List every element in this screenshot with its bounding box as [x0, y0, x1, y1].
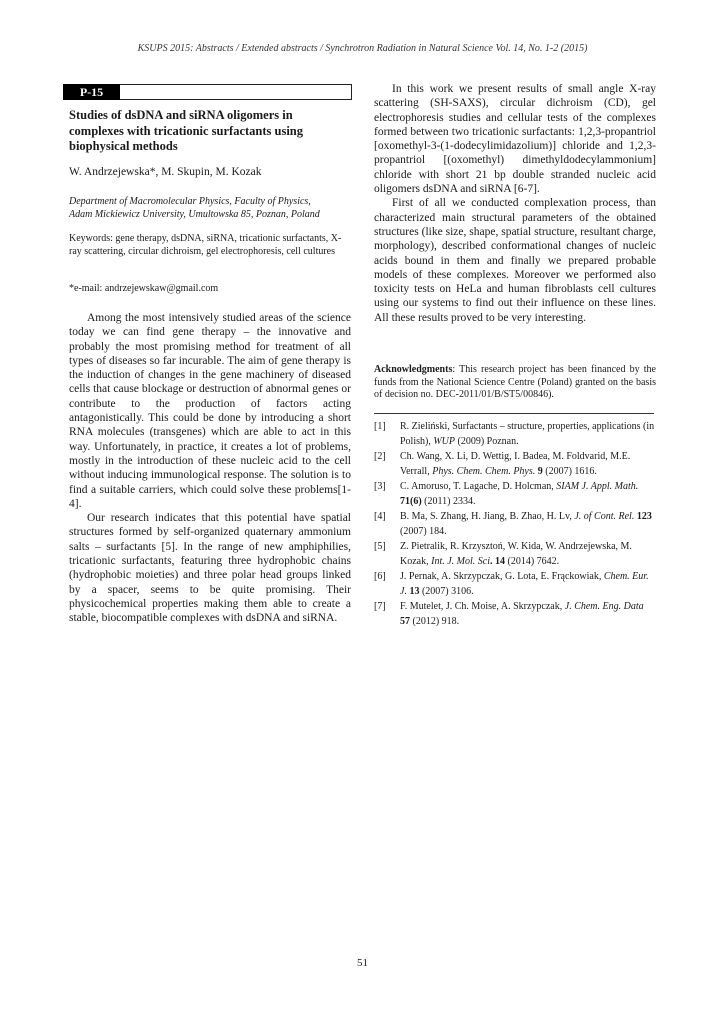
body-paragraph-4: First of all we conducted complexation process, than characterized main structural parameters of the obtained structures (like size, shape, spatial structure, resultant charge, morphology), described conformational changes of nucleic acids bound in them and finally we prepared probable models of these complexes. Moreover we performed also toxicity tests on HeLa and human fibroblasts cell cultures using our systems to find out their influence on these lines. All these results proved to be very interesting.: [374, 197, 656, 324]
affiliation: [69, 195, 354, 221]
authors: W. Andrzejewska*, M. Skupin, M. Kozak: [69, 166, 262, 178]
body-paragraph-2: Our research indicates that this potential have spatial structures formed by self-organized quaternary ammonium salts – surfactants [5]. In the range of new amphiphilies, tricationic surfactants, featuring three hydrophobic chains (hydrophobic moieties) and three polar head groups linked by a spacer, seems to be quite promising. Their physicochemical properties making them able to create a stable, biocompatible complexes with dsDNA and siRNA.: [69, 512, 351, 625]
reference-journal: SIAM J. Appl. Math.: [556, 480, 639, 492]
reference-item: [374, 450, 656, 479]
reference-item: [374, 570, 656, 599]
keywords: Keywords: gene therapy, dsDNA, siRNA, tricationic surfactants, X-ray scattering, circular dichroism, gel electrophoresis, cell cultures: [69, 233, 342, 257]
left-column: [69, 311, 351, 626]
reference-volume: 13: [406, 585, 420, 597]
reference-authors: F. Mutelet, J. Ch. Moise, A. Skrzypczak,: [400, 600, 565, 612]
reference-authors: Ch. Wang, X. Li, D. Wettig, I. Badea, M. Foldvarid, M.E. Verrall,: [400, 450, 631, 477]
reference-number: [7]: [374, 600, 386, 612]
right-column: [374, 82, 656, 325]
acknowledgments: [374, 364, 656, 402]
reference-item: [374, 600, 656, 629]
reference-item: [374, 420, 656, 449]
reference-volume: 57: [400, 615, 410, 627]
reference-volume: . 14: [489, 555, 505, 567]
acknowledgments-label: Acknowledgments: [374, 364, 453, 375]
reference-volume: 71(6): [400, 495, 422, 507]
reference-authors: C. Amoruso, T. Lagache, D. Holcman,: [400, 480, 557, 492]
reference-authors: B. Ma, S. Zhang, H. Jiang, B. Zhao, H. Lv,: [400, 510, 575, 522]
reference-list: [374, 420, 656, 630]
reference-volume: 9: [535, 465, 543, 477]
reference-authors: J. Pernak, A. Skrzypczak, G. Lota, E. Frąckowiak,: [400, 570, 604, 582]
contact-email: *e-mail: andrzejewskaw@gmail.com: [69, 283, 219, 294]
reference-details: (2007) 184.: [400, 525, 447, 537]
reference-number: [2]: [374, 450, 386, 462]
reference-details: (2014) 7642.: [504, 555, 560, 567]
reference-journal: Chem. Eur. J.: [400, 570, 649, 597]
reference-journal: J. Chem. Eng. Data: [564, 600, 644, 612]
reference-journal: J. of Cont. Rel.: [574, 510, 635, 522]
references-divider: [374, 413, 654, 414]
reference-details: (2012) 918.: [410, 615, 460, 627]
affiliation-line-2: Adam Mickiewicz University, Umultowska 85, Poznan, Poland: [69, 209, 320, 220]
reference-details: (2007) 1616.: [542, 465, 597, 477]
running-header: KSUPS 2015: Abstracts / Extended abstracts / Synchrotron Radiation in Natural Science Vol. 14, No. 1-2 (2015): [137, 43, 588, 54]
body-paragraph-1: Among the most intensively studied areas of the science today we can find gene therapy – the innovative and probably the most promising method for treatment of all types of diseases so far incurable. The aim of gene therapy is the induction of changes in the gene machinery of diseased cells that cause blockage or destruction of abnormal genes or contribute to the production of factors acting antagonistically. This could be done by introducing a short RNA molecules (transgenes) which are able to act in this way. Unfortunately, in practice, it creates a lot of problems, mostly in the introduction of these nucleic acid to the cell without inducing immunological response. The solution is to find a suitable carriers, which could solve these problems[1-4].: [69, 312, 351, 510]
reference-authors: R. Zieliński, Surfactants – structure, properties, applications (in Polish),: [400, 421, 655, 447]
reference-volume: 123: [634, 510, 652, 522]
reference-item: [374, 480, 656, 509]
page-number: 51: [357, 957, 368, 969]
affiliation-line-1: Department of Macromolecular Physics, Faculty of Physics,: [69, 196, 311, 207]
paper-title: Studies of dsDNA and siRNA oligomers in complexes with tricationic surfactants using biophysical methods: [69, 108, 304, 153]
reference-details: (2007) 3106.: [419, 585, 474, 597]
reference-item: [374, 540, 656, 569]
reference-authors: Z. Pietralik, R. Krzysztoń, W. Kida, W. Andrzejewska, M. Kozak,: [400, 540, 632, 567]
reference-number: [5]: [374, 540, 386, 552]
reference-journal: Int. J. Mol. Sci: [431, 555, 490, 567]
reference-number: [1]: [374, 421, 386, 432]
reference-number: [4]: [374, 510, 386, 522]
reference-details: (2009) Poznan.: [455, 435, 519, 447]
reference-journal: WUP: [433, 435, 456, 447]
acknowledgments-text: : This research project has been financed by the funds from the National Science Centre (Poland) granted on the basis of decision no. DEC-2011/01/B/ST5/00846).: [374, 364, 656, 400]
reference-number: [6]: [374, 570, 386, 582]
reference-journal: Phys. Chem. Chem. Phys.: [432, 465, 536, 477]
body-paragraph-3: In this work we present results of small angle X-ray scattering (SH-SAXS), circular dichroism (CD), gel electrophoresis studies and cellular tests of the complexes formed between two tricationic surfactants: 1,2,3-propantriol [oxomethyl-3-(1-dodecylimidazolium)] chloride and 1,2,3-propantriol [(oxomethyl) dimethyldodecylammonium] chloride with short 21 bp double stranded nucleic acid oligomers dsDNA and siRNA [6-7].: [374, 83, 656, 196]
reference-details: (2011) 2334.: [421, 495, 476, 507]
reference-item: [374, 510, 656, 539]
reference-number: [3]: [374, 480, 386, 492]
abstract-id-badge: P-15: [63, 84, 120, 100]
